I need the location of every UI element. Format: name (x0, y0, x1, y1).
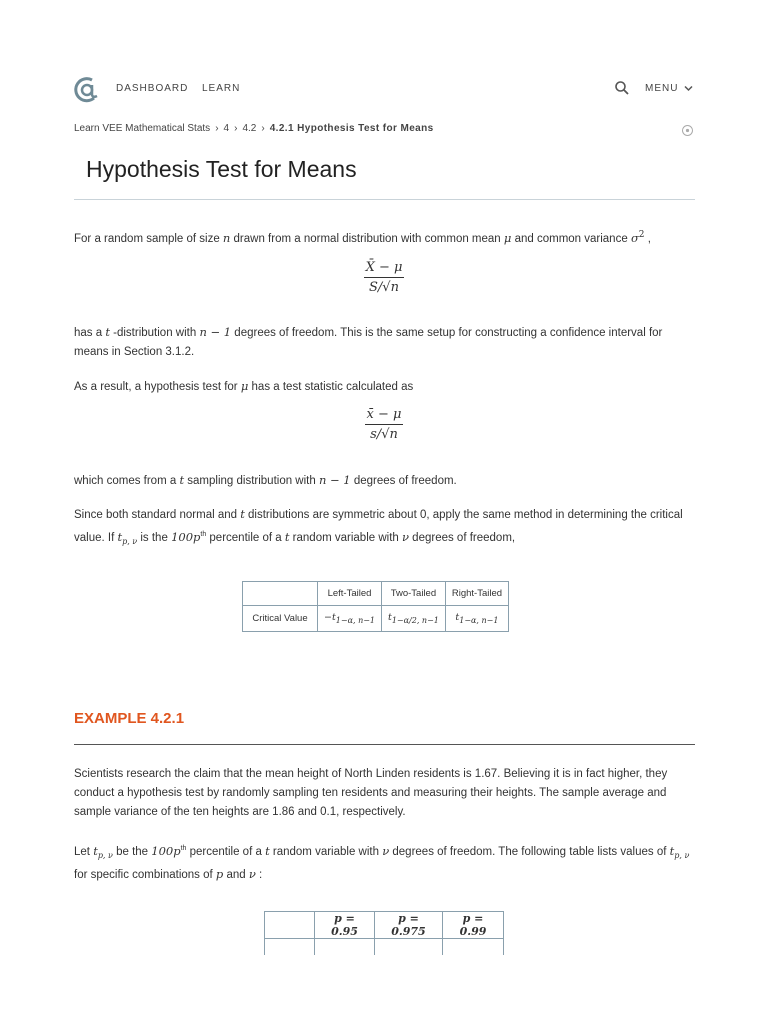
logo-at-icon[interactable] (72, 74, 100, 104)
intro-paragraph: For a random sample of size n drawn from a normal distribution with common mean μ and common variance $\sigma^2$ , (74, 230, 651, 245)
table-corner-cell (265, 912, 315, 939)
table-header-p0975: p = 0.975 (375, 912, 443, 939)
example-divider (74, 744, 695, 745)
top-nav (0, 0, 768, 120)
chevron-down-icon (684, 85, 693, 92)
example-problem-paragraph: Scientists research the claim that the mean height of North Linden residents is 1.67. Believing it is in fact higher, they conduct a hypothesis test by randomly sampling ten residents and measuring their heights. The sample average and sample variance of the ten heights are 1.86 and 0.1, respectively. (74, 768, 668, 818)
equation-numerator: X̄ − μ (365, 260, 403, 275)
equation-sample-t (0, 407, 768, 442)
table-header-left-tailed: Left-Tailed (318, 582, 382, 606)
t-distribution-paragraph: has a t -distribution with n − 1 degrees of freedom. This is the same setup for constructing a confidence interval for means in Section 3.1.2. (74, 325, 663, 358)
table-header-p099: p = 0.99 (443, 912, 504, 939)
breadcrumb (74, 123, 434, 134)
table-cell-left-tailed: $-t_{1-\alpha, n-1}$ (318, 606, 382, 632)
nav-dashboard-link[interactable]: DASHBOARD (116, 83, 189, 94)
breadcrumb-item-chapter[interactable]: 4 (223, 123, 230, 134)
test-statistic-paragraph: As a result, a hypothesis test for μ has a test statistic calculated as (74, 379, 414, 393)
breadcrumb-separator: › (234, 123, 238, 134)
sampling-distribution-paragraph: which comes from a t sampling distribution with n − 1 degrees of freedom. (74, 473, 457, 487)
table-cell-two-tailed: $t_{1-\alpha/2, n-1}$ (382, 606, 446, 632)
example-heading: EXAMPLE 4.2.1 (74, 710, 185, 727)
table-header-two-tailed: Two-Tailed (382, 582, 446, 606)
equation-denominator: S/√n (364, 277, 405, 295)
settings-icon[interactable] (681, 124, 694, 137)
example-table-intro-paragraph: Let $t_{p, \nu}$ be the $100p^{th}$ percentile of a t random variable with ν degrees of freedom. The following table lists values of $t_{p, \nu}$ for specific combinations of p and ν : (74, 843, 690, 882)
breadcrumb-separator: › (261, 123, 265, 134)
critical-value-paragraph: Since both standard normal and t distributions are symmetric about 0, apply the same method in determining the critical value. If $t_{p, \nu}$ is the $100p^{th}$ percentile of a t random variable with ν degrees of freedom, (74, 507, 683, 547)
table-header-p095: p = 0.95 (315, 912, 375, 939)
table-row-label: Critical Value (243, 606, 318, 632)
breadcrumb-current: 4.2.1 Hypothesis Test for Means (269, 123, 434, 134)
search-icon[interactable] (614, 80, 630, 96)
breadcrumb-separator: › (215, 123, 219, 134)
critical-value-table (242, 581, 509, 632)
menu-button[interactable] (645, 83, 693, 94)
nav-learn-link[interactable]: LEARN (202, 83, 241, 94)
equation-numerator: x̄ − μ (366, 407, 402, 422)
table-corner-cell (243, 582, 318, 606)
page-cutoff (0, 955, 768, 1024)
menu-label: MENU (645, 83, 679, 94)
breadcrumb-item-course[interactable]: Learn VEE Mathematical Stats (74, 123, 211, 134)
title-divider (74, 199, 695, 200)
equation-population-t (0, 260, 768, 295)
page-title: Hypothesis Test for Means (86, 156, 357, 182)
table-header-right-tailed: Right-Tailed (445, 582, 508, 606)
table-cell-right-tailed: $t_{1-\alpha, n-1}$ (445, 606, 508, 632)
equation-denominator: s/√n (365, 424, 404, 442)
breadcrumb-item-section[interactable]: 4.2 (242, 123, 257, 134)
